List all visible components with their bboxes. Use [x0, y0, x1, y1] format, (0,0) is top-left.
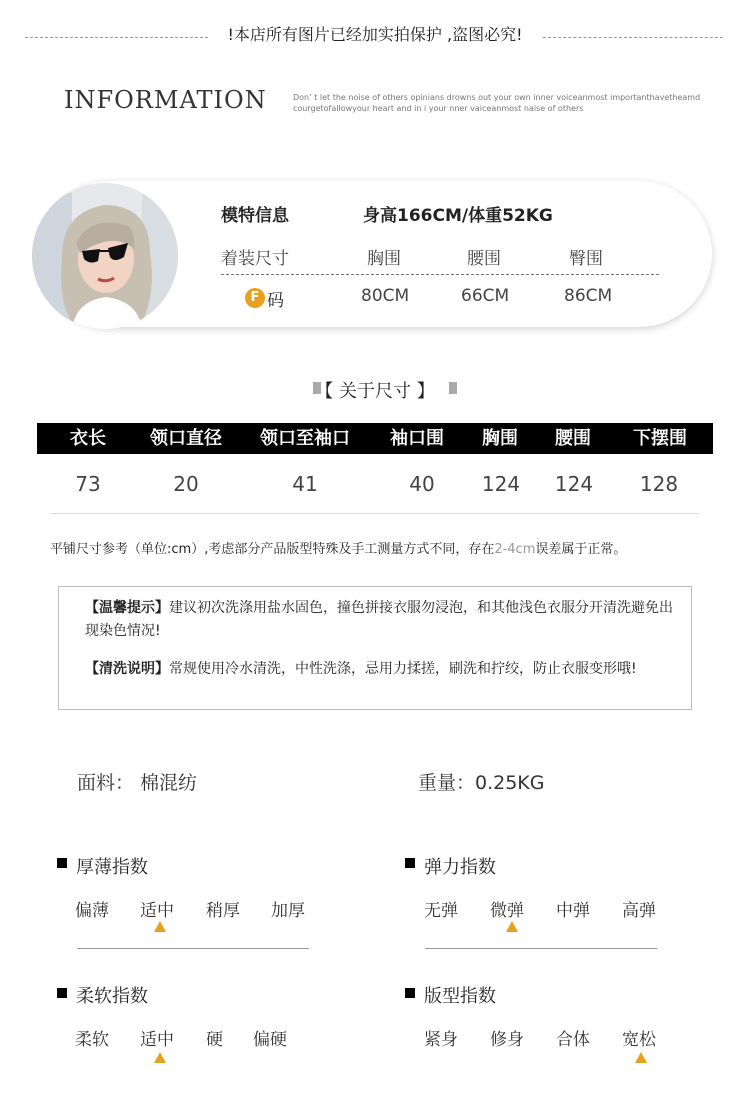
size-unit: 码 [267, 291, 284, 311]
warm-tip [85, 597, 675, 643]
size-heading: 【 关于尺寸 】 [315, 381, 435, 402]
elasticity-option: 无弹 [424, 901, 458, 921]
table-header-cell: 袖口围 [390, 428, 444, 449]
warm-tip-label: 【温馨提示】 [85, 600, 169, 616]
bust-label: 胸围 [367, 249, 401, 269]
fit-option: 紧身 [424, 1030, 458, 1050]
hip-label: 臀围 [569, 249, 603, 269]
note-text: 平铺尺寸参考（单位:cm）,考虑部分产品版型特殊及手工测量方式不同，存在 [50, 542, 495, 557]
model-body-stats: 身高166CM/体重52KG [363, 206, 553, 226]
fit-index-title: 版型指数 [424, 986, 496, 1007]
size-badge: F [245, 288, 265, 308]
table-cell: 128 [639, 472, 679, 496]
table-header-cell: 衣长 [70, 428, 106, 449]
fit-option: 宽松 [622, 1030, 656, 1050]
softness-indicator-arrow-icon [154, 1052, 166, 1063]
thickness-indicator-arrow-icon [154, 921, 166, 932]
fit-option: 修身 [490, 1030, 524, 1050]
model-info-label: 模特信息 [221, 206, 289, 226]
wash-instructions [85, 658, 675, 681]
elasticity-option: 中弹 [556, 901, 590, 921]
bullet-square-icon [405, 988, 415, 998]
table-header-cell: 领口至袖口 [260, 428, 350, 449]
care-tips-box [58, 586, 692, 710]
bullet-square-icon [57, 988, 67, 998]
model-photo [32, 183, 178, 329]
table-cell: 124 [554, 472, 594, 496]
elasticity-option: 微弹 [490, 901, 524, 921]
table-header-cell: 领口直径 [150, 428, 222, 449]
model-waist: 66CM [461, 286, 510, 306]
table-cell: 41 [292, 472, 318, 496]
note-tolerance: 2-4cm [494, 542, 536, 557]
table-header-cell: 腰围 [555, 428, 591, 449]
waist-label: 腰围 [467, 249, 501, 269]
table-cell: 124 [481, 472, 521, 496]
thickness-scale-line [77, 948, 309, 949]
thickness-index-title: 厚薄指数 [76, 857, 148, 878]
softness-option: 柔软 [75, 1030, 109, 1050]
bullet-square-icon [405, 858, 415, 868]
table-header-cell: 胸围 [482, 428, 518, 449]
table-cell: 20 [173, 472, 199, 496]
info-description: Don’ t let the noise of others opinians drowns out your own inner voiceanmost importanthavetheamd courgetofallowyour heart and in i your nner vaiceanmost naise of others [293, 93, 701, 113]
thickness-option: 适中 [140, 901, 174, 921]
model-avatar [32, 183, 178, 329]
model-bust: 80CM [361, 286, 410, 306]
softness-option: 偏硬 [253, 1030, 287, 1050]
table-header-cell: 下摆围 [633, 428, 687, 449]
fabric-weight: 重量：0.25KG [418, 772, 545, 794]
fit-indicator-arrow-icon [635, 1052, 647, 1063]
fit-option: 合体 [556, 1030, 590, 1050]
table-bottom-rule [50, 513, 700, 514]
softness-option: 适中 [140, 1030, 174, 1050]
bullet-square-icon [57, 858, 67, 868]
softness-index-title: 柔软指数 [76, 986, 148, 1007]
copyright-notice: !本店所有图片已经加实拍保护 ,盗图必究! [227, 25, 523, 44]
card-divider [221, 274, 659, 275]
info-title: INFORMATION [64, 86, 267, 114]
warm-tip-text: 建议初次洗涤用盐水固色，撞色拼接衣服勿浸泡，和其他浅色衣服分开清洗避免出现染色情况! [85, 600, 673, 639]
thickness-option: 偏薄 [75, 901, 109, 921]
elasticity-index-title: 弹力指数 [424, 857, 496, 878]
elasticity-scale-line [425, 948, 657, 949]
softness-option: 硬 [206, 1030, 223, 1050]
table-cell: 73 [75, 472, 101, 496]
size-table-header [37, 423, 713, 454]
elasticity-indicator-arrow-icon [506, 921, 518, 932]
thickness-option: 加厚 [271, 901, 305, 921]
wash-label: 【清洗说明】 [85, 661, 169, 677]
elasticity-option: 高弹 [622, 901, 656, 921]
model-hip: 86CM [564, 286, 613, 306]
table-cell: 40 [409, 472, 435, 496]
note-text-end: 误差属于正常。 [535, 542, 627, 557]
fabric-material: 面料： 棉混纺 [77, 772, 198, 794]
thickness-option: 稍厚 [206, 901, 240, 921]
wash-text: 常规使用冷水清洗，中性洗涤，忌用力揉搓，刷洗和拧绞，防止衣服变形哦! [169, 661, 637, 677]
wear-size-label: 着装尺寸 [221, 249, 289, 269]
measurement-note [50, 538, 626, 557]
